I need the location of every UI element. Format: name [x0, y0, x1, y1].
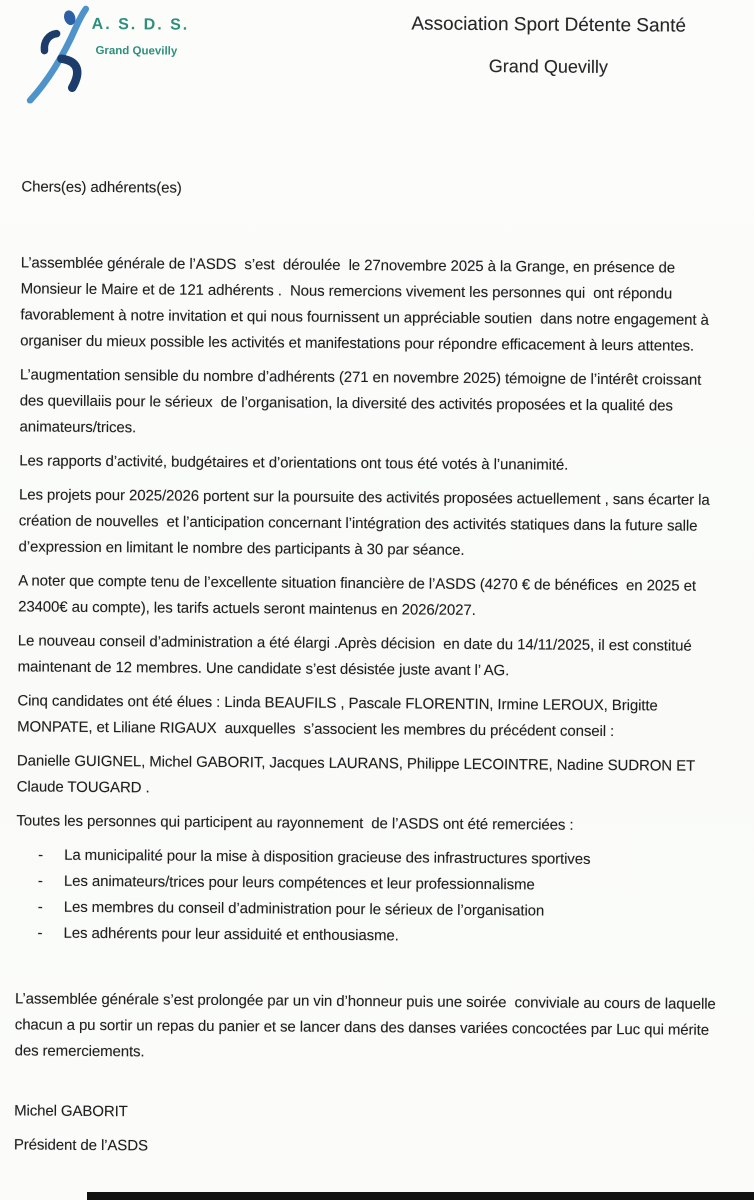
- list-item-text: Les animateurs/trices pour leurs compétences et leur professionnalisme: [63, 872, 535, 894]
- scan-edge-artifact: [87, 1192, 754, 1200]
- signature-name: Michel GABORIT: [14, 1102, 128, 1121]
- paragraph-reports: Les rapports d’activité, budgétaires et d’orientations ont tous été votés à l’unanimité.: [19, 452, 569, 474]
- list-item-text: La municipalité pour la mise à disposition gracieuse des infrastructures sportives: [64, 846, 591, 868]
- signature-title: Président de l’ASDS: [13, 1136, 148, 1155]
- paragraph-previous-council: Danielle GUIGNEL, Michel GABORIT, Jacques LAURANS, Philippe LECOINTRE, Nadine SUDRON ET Claude TOUGARD .: [16, 752, 699, 797]
- list-item-text: Les membres du conseil d’administration pour le sérieux de l’organisation: [63, 898, 545, 920]
- paragraph-thanks-intro: Toutes les personnes qui participent au rayonnement de l’ASDS ont été remerciées :: [16, 812, 574, 834]
- paragraph-projects: Les projets pour 2025/2026 portent sur la poursuite des activités proposées actuellement , sans écarter la création de nouvelles et l’anticipation concernant l’intégration des activités statiques dans la future salle d’expression en limitant le nombre des participants à 30 par séance.: [18, 486, 714, 559]
- dash-bullet-icon: -: [37, 898, 43, 916]
- paragraph-finances: A noter que compte tenu de l’excellente situation financière de l’ASDS (4270 € de bénéfices en 2025 et 23400€ au compte), les tarifs actuels seront maintenus en 2026/2027.: [18, 572, 701, 619]
- logo-acronym-text: A. S. D. S.: [91, 15, 190, 34]
- logo-city-text: Grand Quevilly: [95, 44, 178, 58]
- paragraph-membership: L’augmentation sensible du nombre d’adhérents (271 en novembre 2025) témoigne de l’intérêt croissant des quevillaiis pour le sérieux de l’organisation, la diversité des activités proposées et la qualité des animateurs/trices.: [19, 366, 706, 437]
- thanks-list: [15, 842, 720, 952]
- paragraph-council: Le nouveau conseil d’administration a été élargi .Après décision en date du 14/11/2025, il est constitué maintenant de 12 membres. Une candidate s’est désistée juste avant l’ AG.: [17, 632, 696, 680]
- dash-bullet-icon: -: [37, 872, 43, 890]
- list-item: [15, 920, 719, 952]
- dash-bullet-icon: -: [38, 846, 44, 864]
- paragraph-assembly: L’assemblée générale de l’ASDS s’est déroulée le 27novembre 2025 à la Grange, en présence de Monsieur le Maire et de 121 adhérents . Nous remercions vivement les personnes qui ont répondu favorablement à notre invitation et qui nous fournissent un appréciable soutien dans notre engagement à organiser du mieux possible les activités et manifestations pour répondre efficacement à leurs attentes.: [20, 254, 713, 355]
- org-title: Association Sport Détente Santé: [411, 13, 687, 37]
- org-subtitle: Grand Quevilly: [488, 56, 608, 77]
- list-item-text: Les adhérents pour leur assiduité et enthousiasme.: [63, 924, 399, 945]
- dash-bullet-icon: -: [37, 924, 43, 942]
- greeting-line: Chers(es) adhérents(es): [21, 178, 182, 197]
- paragraph-closing: L’assemblée générale s’est prolongée par un vin d’honneur puis une soirée conviviale au cours de laquelle chacun a pu sortir un repas du panier et se lancer dans des danses variées concoctées par Luc qui mérite des remerciements.: [14, 990, 720, 1061]
- paragraph-elected: Cinq candidates ont été élues : Linda BEAUFILS , Pascale FLORENTIN, Irmine LEROUX, Brigitte MONPATE, et Liliane RIGAUX auxquelles s’associent les membres du précédent conseil :: [17, 692, 662, 741]
- letter-body: [14, 0, 727, 1164]
